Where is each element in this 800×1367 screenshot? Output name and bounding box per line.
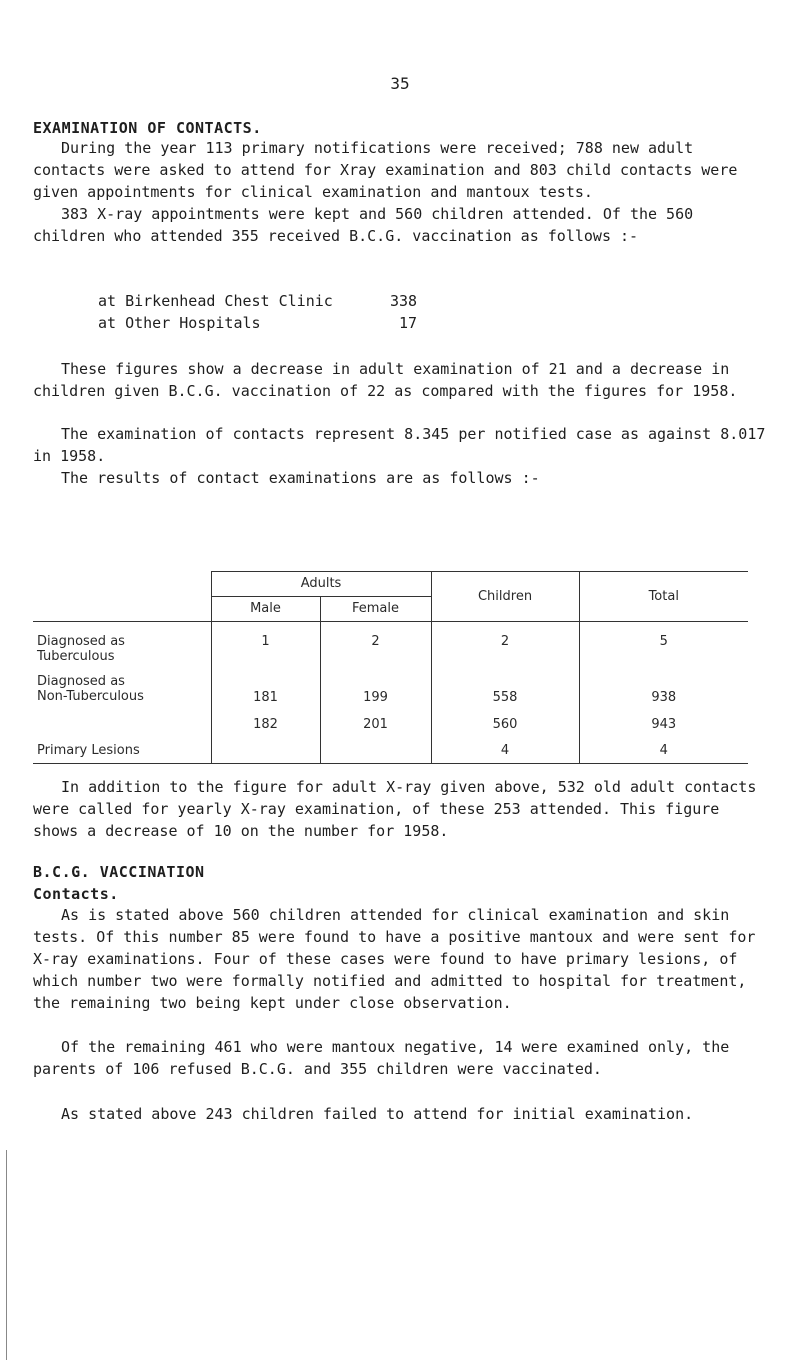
cell-female: 201 bbox=[320, 711, 431, 737]
paragraph-mantoux-negative: Of the remaining 461 who were mantoux negative, 14 were examined only, the parents of 106 refused B.C.G. and 355 children were vaccinated. bbox=[33, 1038, 730, 1078]
list-item bbox=[98, 292, 333, 310]
row-label: Tuberculous bbox=[37, 649, 115, 664]
paragraph-appointments: 383 X-ray appointments were kept and 560 children attended. Of the 560 children who attended 355 received B.C.G. vaccination as follows :- bbox=[33, 205, 694, 245]
cell-children: 558 bbox=[431, 664, 579, 711]
male-header: Male bbox=[211, 597, 320, 622]
cell-total: 5 bbox=[579, 622, 748, 665]
list-item-place: at Other Hospitals bbox=[98, 314, 261, 332]
total-header: Total bbox=[579, 572, 748, 622]
paragraph-per-case: The examination of contacts represent 8.345 per notified case as against 8.017 in 1958. bbox=[33, 425, 766, 465]
paragraph-decrease: These figures show a decrease in adult examination of 21 and a decrease in children given B.C.G. vaccination of 22 as compared with the figures for 1958. bbox=[33, 360, 738, 400]
row-label: Diagnosed as bbox=[37, 674, 125, 689]
cell-male: 1 bbox=[211, 622, 320, 665]
cell-female bbox=[320, 737, 431, 763]
paragraph-results-intro: The results of contact examinations are as follows :- bbox=[61, 469, 540, 487]
paragraph-old-contacts: In addition to the figure for adult X-ray given above, 532 old adult contacts were called for yearly X-ray examination, of these 253 attended. This figure shows a decrease of 10 on the number for 1958. bbox=[33, 778, 757, 840]
table-row bbox=[33, 711, 748, 737]
paragraph-clinical-examination: As is stated above 560 children attended for clinical examination and skin tests. Of this number 85 were found to have a positive mantoux and were sent for X-ray examinations. Four of these cases were found to have primary lesions, of which number two were formally notified and admitted to hospital for treatment, the remaining two being kept under close observation. bbox=[33, 906, 756, 1012]
section-heading-bcg: B.C.G. VACCINATION bbox=[33, 863, 205, 881]
cell-children: 2 bbox=[431, 622, 579, 665]
cell-total: 938 bbox=[579, 664, 748, 711]
list-item bbox=[98, 314, 261, 332]
list-item-place: at Birkenhead Chest Clinic bbox=[98, 292, 333, 310]
table-row bbox=[33, 737, 748, 763]
section-subheading-contacts: Contacts. bbox=[33, 885, 119, 903]
row-label: Non-Tuberculous bbox=[37, 689, 144, 704]
cell-total: 943 bbox=[579, 711, 748, 737]
female-header: Female bbox=[320, 597, 431, 622]
row-label: Diagnosed as bbox=[37, 634, 125, 649]
table-header-row bbox=[33, 572, 748, 597]
cell-male: 181 bbox=[211, 664, 320, 711]
results-table bbox=[33, 571, 748, 764]
adults-header: Adults bbox=[211, 572, 431, 597]
list-item-count: 17 bbox=[399, 314, 418, 332]
table-row bbox=[33, 664, 748, 711]
section-heading-examination: EXAMINATION OF CONTACTS. bbox=[33, 119, 262, 137]
cell-female: 2 bbox=[320, 622, 431, 665]
cell-total: 4 bbox=[579, 737, 748, 763]
row-label: Primary Lesions bbox=[33, 737, 211, 763]
cell-female: 199 bbox=[320, 664, 431, 711]
table-row bbox=[33, 622, 748, 665]
paragraph-failed-attend: As stated above 243 children failed to attend for initial examination. bbox=[61, 1105, 694, 1123]
page-number: 35 bbox=[390, 74, 410, 93]
children-header: Children bbox=[431, 572, 579, 622]
list-item-count: 338 bbox=[390, 292, 418, 310]
cell-children: 560 bbox=[431, 711, 579, 737]
cell-male: 182 bbox=[211, 711, 320, 737]
cell-children: 4 bbox=[431, 737, 579, 763]
paragraph-notifications: During the year 113 primary notifications were received; 788 new adult contacts were asked to attend for Xray examination and 803 child contacts were given appointments for clinical examination and mantoux tests. bbox=[33, 139, 738, 201]
margin-rule bbox=[6, 1150, 7, 1360]
cell-male bbox=[211, 737, 320, 763]
